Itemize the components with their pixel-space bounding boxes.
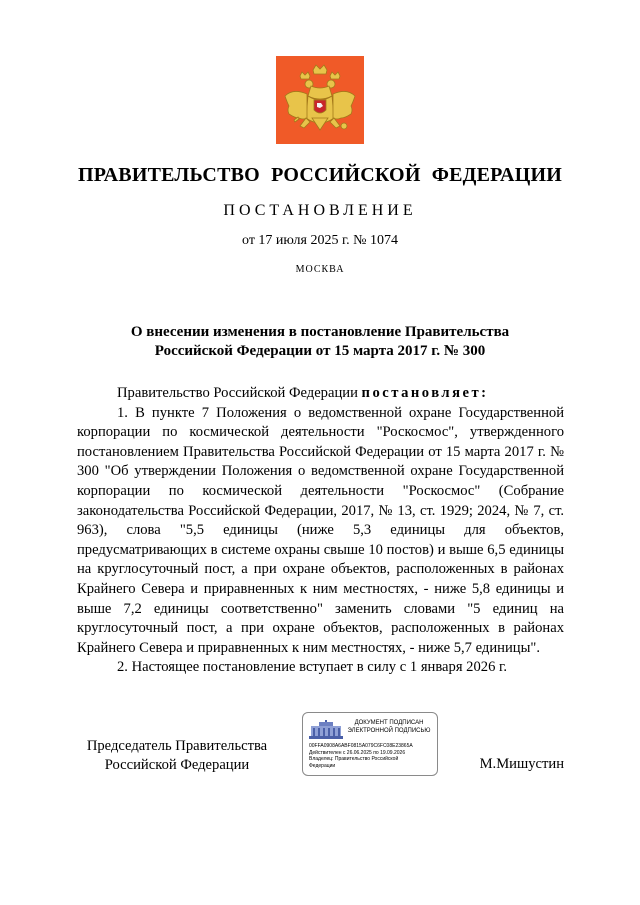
subject-line-2: Российской Федерации от 15 марта 2017 г. № 300: [154, 343, 486, 359]
signer-position: [77, 737, 277, 775]
signer-position-line-2: Российской Федерации: [104, 757, 250, 773]
stamp-details: [309, 743, 435, 769]
stamp-title-line-2: ЭЛЕКТРОННОЙ ПОДПИСЬЮ: [347, 727, 431, 734]
document-type: ПОСТАНОВЛЕНИЕ: [223, 202, 417, 219]
paragraph-1: 1. В пункте 7 Положения о ведомственной охране Государственной корпорации по космической деятельности "Роскосмос", утвержденного постановлением Правительства Российской Федерации от 15 марта 2017 г. № 300 "Об утверждении Положения о ведомственной охране Государственной корпорации по космической деятельности "Роскосмос" (Собрание законодательства Российской Федерации, 2017, № 13, ст. 1929; 2024, № 7, ст. 963), слова "5,5 единицы (ниже 5,3 единицы для объектов, предусматривающих в системе охраны свыше 10 постов) и выше 6,5 единицы на круглосуточный пост, а при охране объектов, расположенных в районах Крайнего Севера и приравненных к ним местностях, - ниже 5,8 единицы и выше 7,2 единицы соответственно" заменить словами "5 единиц на круглосуточный пост, а при охране объектов, расположенных в районах Крайнего Севера и приравненных к ним местностях, - ниже 5,7 единицы".: [77, 404, 564, 656]
resolves-word: постановляет:: [361, 385, 489, 401]
signer-name: М.Мишустин: [479, 756, 564, 772]
intro-lead: Правительство Российской Федерации: [117, 385, 362, 401]
paragraph-2: 2. Настоящее постановление вступает в силу с 1 января 2026 г.: [117, 659, 507, 676]
document-body: [77, 384, 564, 678]
intro-paragraph: [77, 384, 564, 404]
subject-line-1: О внесении изменения в постановление Правительства: [130, 324, 510, 340]
stamp-title-line-1: ДОКУМЕНТ ПОДПИСАН: [354, 720, 424, 726]
government-building-icon: [309, 720, 343, 740]
stamp-owner-line-2: Федерации: [309, 762, 336, 769]
government-title: ПРАВИТЕЛЬСТВО РОССИЙСКОЙ ФЕДЕРАЦИИ: [78, 164, 562, 186]
signer-position-line-1: Председатель Правительства: [86, 738, 268, 754]
stamp-certificate: 00FFA0908A6ABF0815A079C6FC08E23865A: [309, 743, 413, 749]
stamp-validity: Действителен с 26.06.2025 по 19.09.2026: [309, 749, 406, 756]
electronic-signature-stamp: [302, 712, 438, 776]
stamp-owner-line-1: Владелец: Правительство Российской: [309, 756, 399, 762]
document-subject: [90, 323, 550, 361]
document-city: МОСКВА: [295, 264, 345, 275]
document-date-number: от 17 июля 2025 г. № 1074: [242, 233, 398, 248]
stamp-title: [345, 720, 433, 735]
russian-coat-of-arms-icon: [276, 56, 364, 144]
